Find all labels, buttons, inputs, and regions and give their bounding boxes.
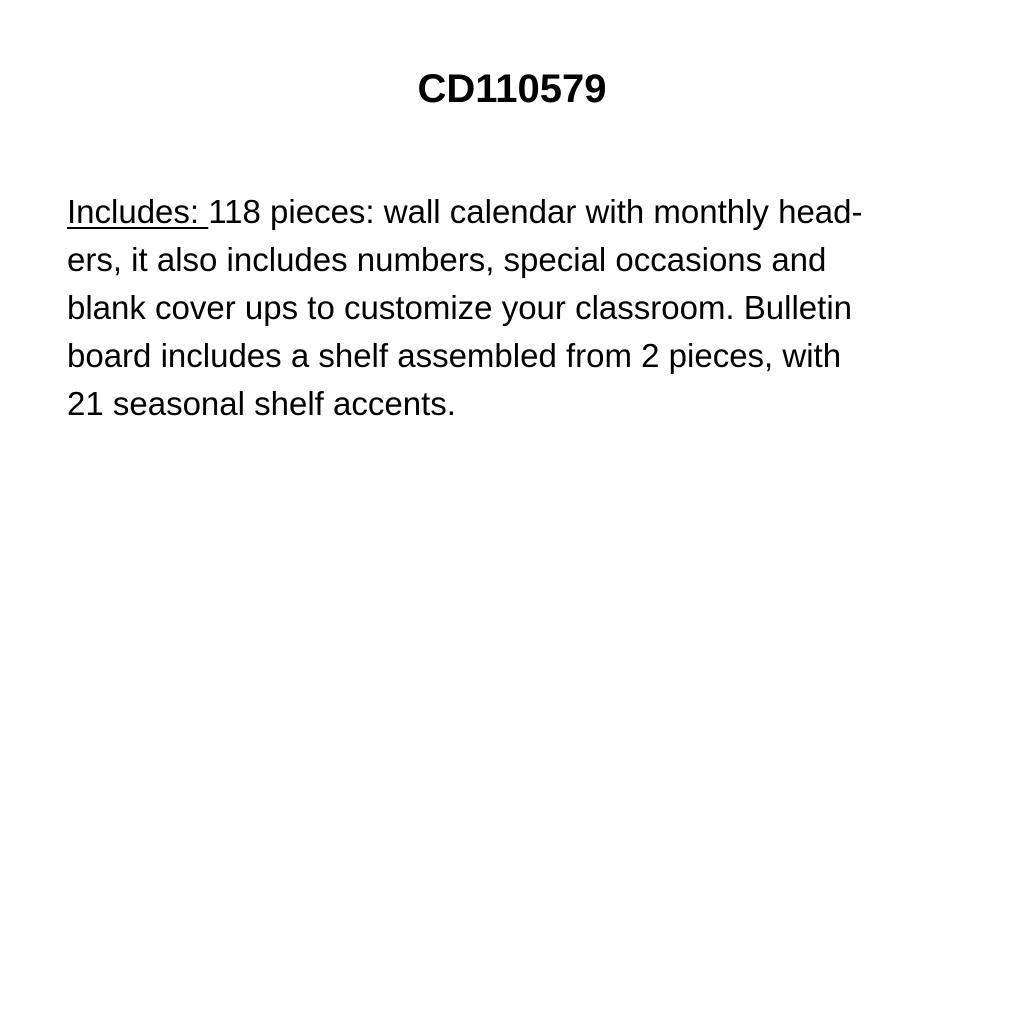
includes-paragraph <box>67 188 967 428</box>
includes-label: Includes: <box>67 193 209 230</box>
product-code-title: CD110579 <box>417 67 607 111</box>
includes-description: 118 pieces: wall calendar with monthly head- ers, it also includes numbers, special occasions and blank cover ups to customize your classroom. Bulletin board includes a shelf assembled from 2 pieces, with 21 seasonal shelf accents. <box>67 193 863 422</box>
